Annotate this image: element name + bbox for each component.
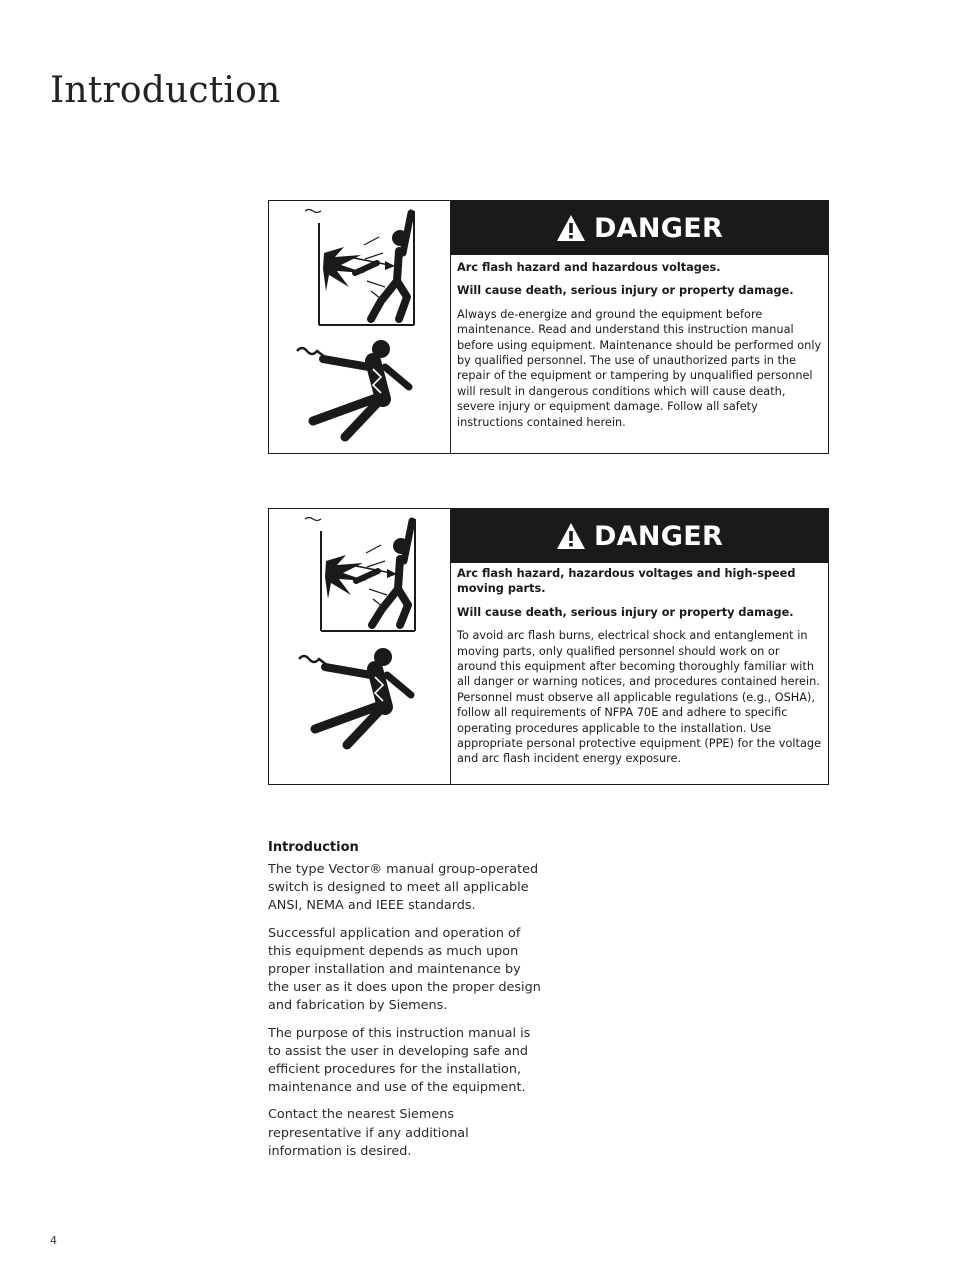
danger-banner	[451, 201, 828, 255]
danger-banner	[451, 509, 828, 563]
danger-message	[451, 255, 828, 438]
signal-word: DANGER	[593, 520, 724, 552]
arc-flash-icon	[269, 509, 449, 784]
section-heading: Introduction	[268, 840, 359, 855]
hazard-pictogram	[269, 201, 451, 453]
signal-word: DANGER	[593, 212, 724, 244]
intro-paragraph: Contact the nearest Siemens representative if any additional information is desired.	[268, 1107, 469, 1159]
danger-message	[451, 563, 828, 775]
hazard-pictogram	[269, 509, 451, 784]
hazard-statement: Arc flash hazard and hazardous voltages.	[457, 261, 721, 274]
introduction-section	[268, 840, 543, 1170]
intro-paragraph: The purpose of this instruction manual is to assist the user in developing safe and efficient procedures for the installation, maintenance and use of the equipment.	[268, 1025, 531, 1096]
page-number: 4	[50, 1234, 57, 1247]
page-title: Introduction	[50, 70, 281, 111]
electric-shock-icon	[299, 648, 411, 745]
avoidance-instructions: Always de-energize and ground the equipment before maintenance. Read and understand this instruction manual before using equipment. Maintenance should be performed only by qualified personnel. The use of unauthorized parts in the repair of the equipment or tampering by unqualified personnel will result in dangerous conditions which will cause death, severe injury or equipment damage. Follow all safety instructions contained herein.	[457, 307, 822, 429]
consequence-statement: Will cause death, serious injury or property damage.	[457, 284, 794, 298]
danger-notice-moving-parts	[268, 508, 829, 785]
warning-triangle-icon	[556, 214, 586, 242]
consequence-statement: Will cause death, serious injury or property damage.	[457, 605, 794, 619]
warning-triangle-icon	[556, 522, 586, 550]
intro-paragraph: The type Vector® manual group-operated switch is designed to meet all applicable ANSI, NEMA and IEEE standards.	[268, 862, 539, 914]
danger-notice-arc-flash	[268, 200, 829, 454]
intro-paragraph: Successful application and operation of this equipment depends as much upon proper installation and maintenance by the user as it does upon the proper design and fabrication by Siemens.	[268, 925, 541, 1014]
arc-flash-icon	[269, 201, 449, 453]
avoidance-instructions: To avoid arc flash burns, electrical shock and entanglement in moving parts, only qualified personnel should work on or around this equipment after becoming thoroughly familiar with all danger or warning notices, and procedures contained herein. Personnel must observe all applicable regulations (e.g., OSHA), follow all requirements of NFPA 70E and adhere to specific operating procedures applicable to the installation. Use appropriate personal protective equipment (PPE) for the voltage and arc flash incident energy exposure.	[457, 629, 822, 766]
hazard-statement: Arc flash hazard, hazardous voltages and high-speed moving parts.	[457, 567, 796, 596]
